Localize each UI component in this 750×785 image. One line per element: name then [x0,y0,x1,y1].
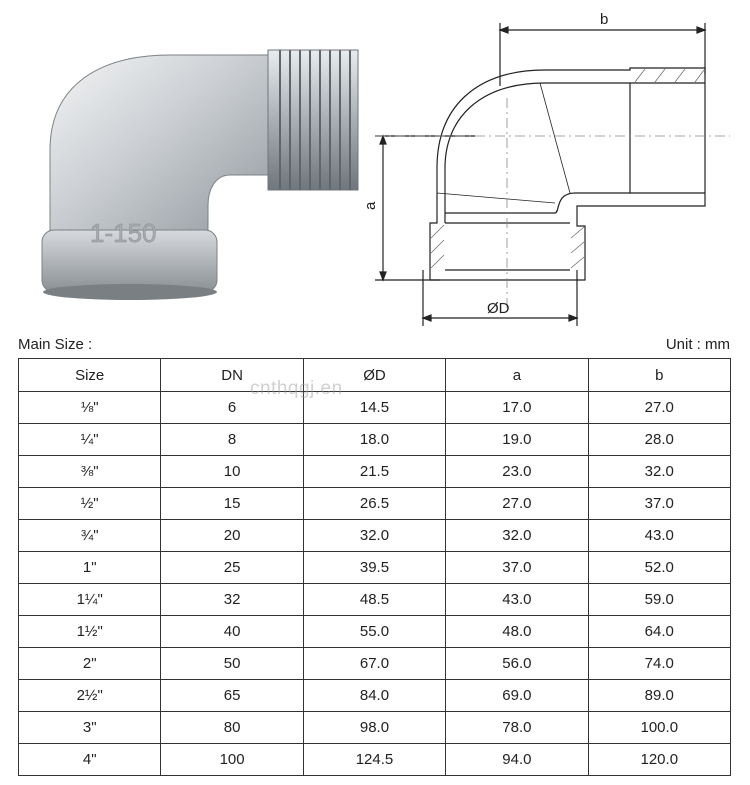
cell-b: 52.0 [588,552,730,584]
cell-a: 94.0 [446,744,588,776]
cell-size: ½" [19,488,161,520]
cell-b: 59.0 [588,584,730,616]
cell-b: 64.0 [588,616,730,648]
cell-b: 43.0 [588,520,730,552]
cell-size: ⅜" [19,456,161,488]
cell-dn: 10 [161,456,303,488]
photo-marking: 1-150 [90,218,157,248]
cell-size: ¼" [19,424,161,456]
table-row [19,520,731,552]
cell-d: 21.5 [303,456,445,488]
cell-d: 39.5 [303,552,445,584]
dim-d-label: ØD [487,300,510,317]
table-body [19,392,731,776]
header-d: ØD [303,359,445,392]
cell-dn: 20 [161,520,303,552]
caption-row [18,336,730,356]
cell-dn: 6 [161,392,303,424]
cell-dn: 50 [161,648,303,680]
cell-size: ⅛" [19,392,161,424]
cell-d: 67.0 [303,648,445,680]
header-size: Size [19,359,161,392]
cell-d: 18.0 [303,424,445,456]
cell-d: 26.5 [303,488,445,520]
cell-b: 100.0 [588,712,730,744]
elbow-section-drawing [355,8,750,333]
cell-size: 1" [19,552,161,584]
cell-b: 89.0 [588,680,730,712]
dimension-table [18,358,731,776]
main-size-label: Main Size : [18,336,93,353]
watermark: cnthqgj.en [250,378,343,399]
cell-a: 48.0 [446,616,588,648]
cell-size: 2½" [19,680,161,712]
cell-d: 84.0 [303,680,445,712]
cell-dn: 32 [161,584,303,616]
cell-b: 27.0 [588,392,730,424]
table-row [19,552,731,584]
cell-a: 37.0 [446,552,588,584]
header-dn: DN [161,359,303,392]
table-row [19,456,731,488]
cell-size: 4" [19,744,161,776]
cell-d: 55.0 [303,616,445,648]
cell-d: 98.0 [303,712,445,744]
table-row [19,712,731,744]
cell-a: 69.0 [446,680,588,712]
table-row [19,648,731,680]
cell-d: 124.5 [303,744,445,776]
header-b: b [588,359,730,392]
cell-b: 74.0 [588,648,730,680]
table-row [19,744,731,776]
cell-a: 78.0 [446,712,588,744]
cell-size: 1¼" [19,584,161,616]
cell-dn: 100 [161,744,303,776]
cell-size: ¾" [19,520,161,552]
cell-size: 1½" [19,616,161,648]
cell-b: 28.0 [588,424,730,456]
cell-dn: 40 [161,616,303,648]
cell-b: 37.0 [588,488,730,520]
cell-a: 27.0 [446,488,588,520]
table-row [19,424,731,456]
cell-a: 43.0 [446,584,588,616]
cell-a: 23.0 [446,456,588,488]
cell-a: 17.0 [446,392,588,424]
unit-label: Unit : mm [665,336,730,353]
table-row [19,488,731,520]
table-row [19,680,731,712]
cell-d: 32.0 [303,520,445,552]
table-row [19,584,731,616]
cell-d: 14.5 [303,392,445,424]
cell-size: 3" [19,712,161,744]
cell-a: 19.0 [446,424,588,456]
street-elbow-photo [30,30,370,310]
cell-dn: 65 [161,680,303,712]
cell-dn: 25 [161,552,303,584]
cell-a: 56.0 [446,648,588,680]
cell-dn: 8 [161,424,303,456]
cell-dn: 80 [161,712,303,744]
cell-b: 120.0 [588,744,730,776]
cell-size: 2" [19,648,161,680]
cell-b: 32.0 [588,456,730,488]
cell-d: 48.5 [303,584,445,616]
cell-a: 32.0 [446,520,588,552]
table-row [19,392,731,424]
dim-a-label: a [362,201,379,210]
table-header-row [19,359,731,392]
cell-dn: 15 [161,488,303,520]
header-a: a [446,359,588,392]
table-row [19,616,731,648]
dim-b-label: b [600,11,609,28]
